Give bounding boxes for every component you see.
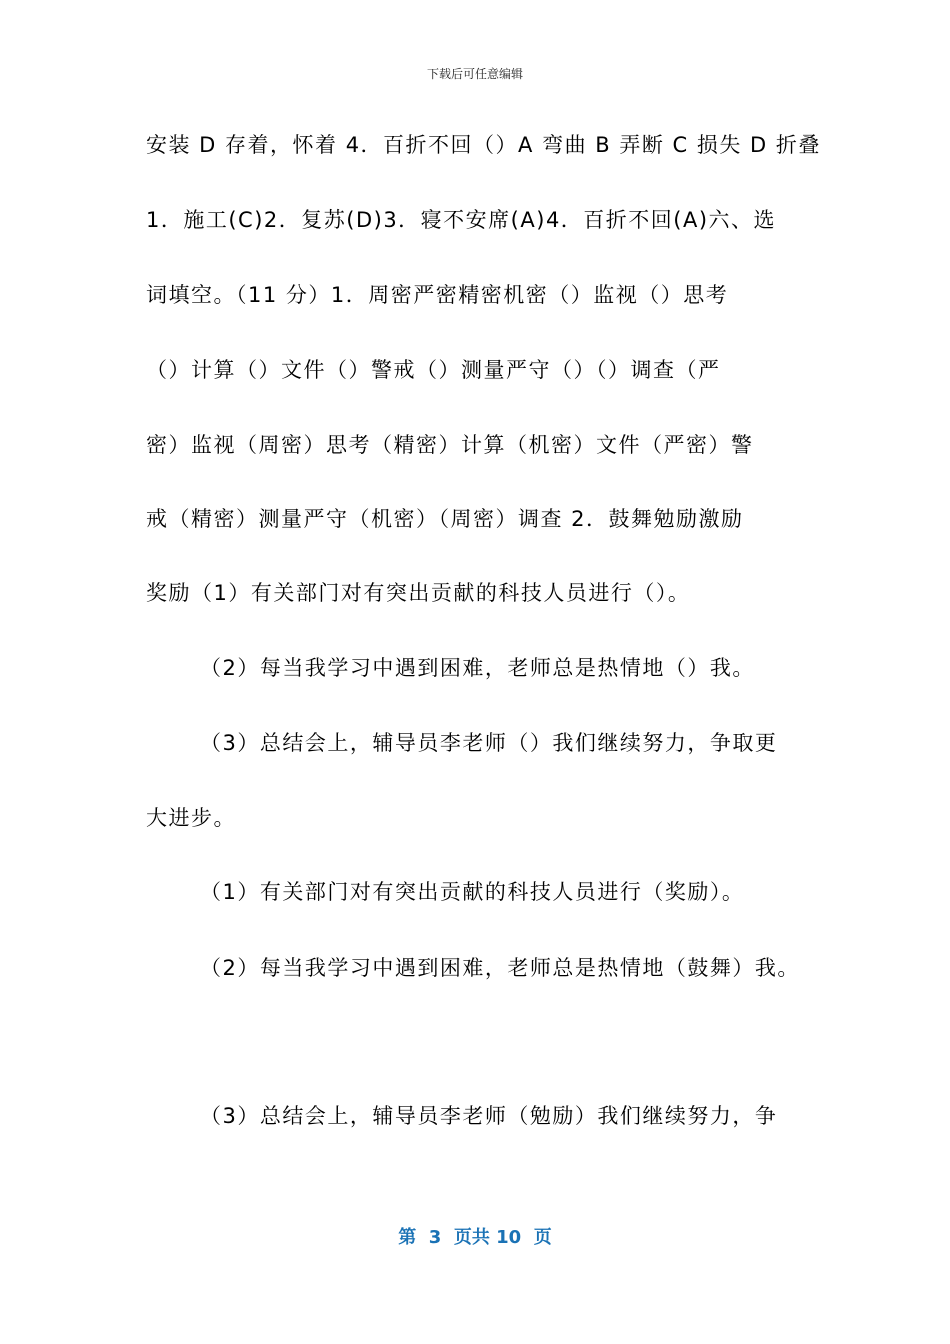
page-number-footer: 第 3 页共 10 页: [398, 1227, 552, 1248]
text-line-5: 密）监视（周密）思考（精密）计算（机密）文件（严密）警: [146, 433, 754, 457]
text-line-11: （1）有关部门对有突出贡献的科技人员进行（奖励）。: [200, 880, 745, 904]
text-line-4: （）计算（）文件（）警戒（）测量严守（）（）调查（严: [146, 358, 721, 382]
text-line-9: （3）总结会上，辅导员李老师（）我们继续努力，争取更: [200, 731, 778, 755]
text-line-6: 戒（精密）测量严守（机密）（周密）调查 2．鼓舞勉励激励: [146, 507, 744, 531]
text-line-10: 大进步。: [146, 806, 236, 830]
text-line-3: 词填空。（11 分）1．周密严密精密机密（）监视（）思考: [146, 283, 729, 307]
text-line-8: （2）每当我学习中遇到困难，老师总是热情地（）我。: [200, 656, 755, 680]
text-line-7: 奖励（1）有关部门对有突出贡献的科技人员进行（）。: [146, 581, 691, 605]
page-header: 下载后可任意编辑: [426, 67, 523, 81]
text-line-1: 安装 D 存着，怀着 4．百折不回（）A 弯曲 B 弄断 C 损失 D 折叠: [146, 133, 821, 157]
text-line-12: （2）每当我学习中遇到困难，老师总是热情地（鼓舞）我。: [200, 956, 800, 980]
text-line-2: 1．施工(C)2．复苏(D)3．寝不安席(A)4．百折不回(A)六、选: [146, 208, 777, 232]
text-line-13: （3）总结会上，辅导员李老师（勉励）我们继续努力，争: [200, 1104, 778, 1128]
